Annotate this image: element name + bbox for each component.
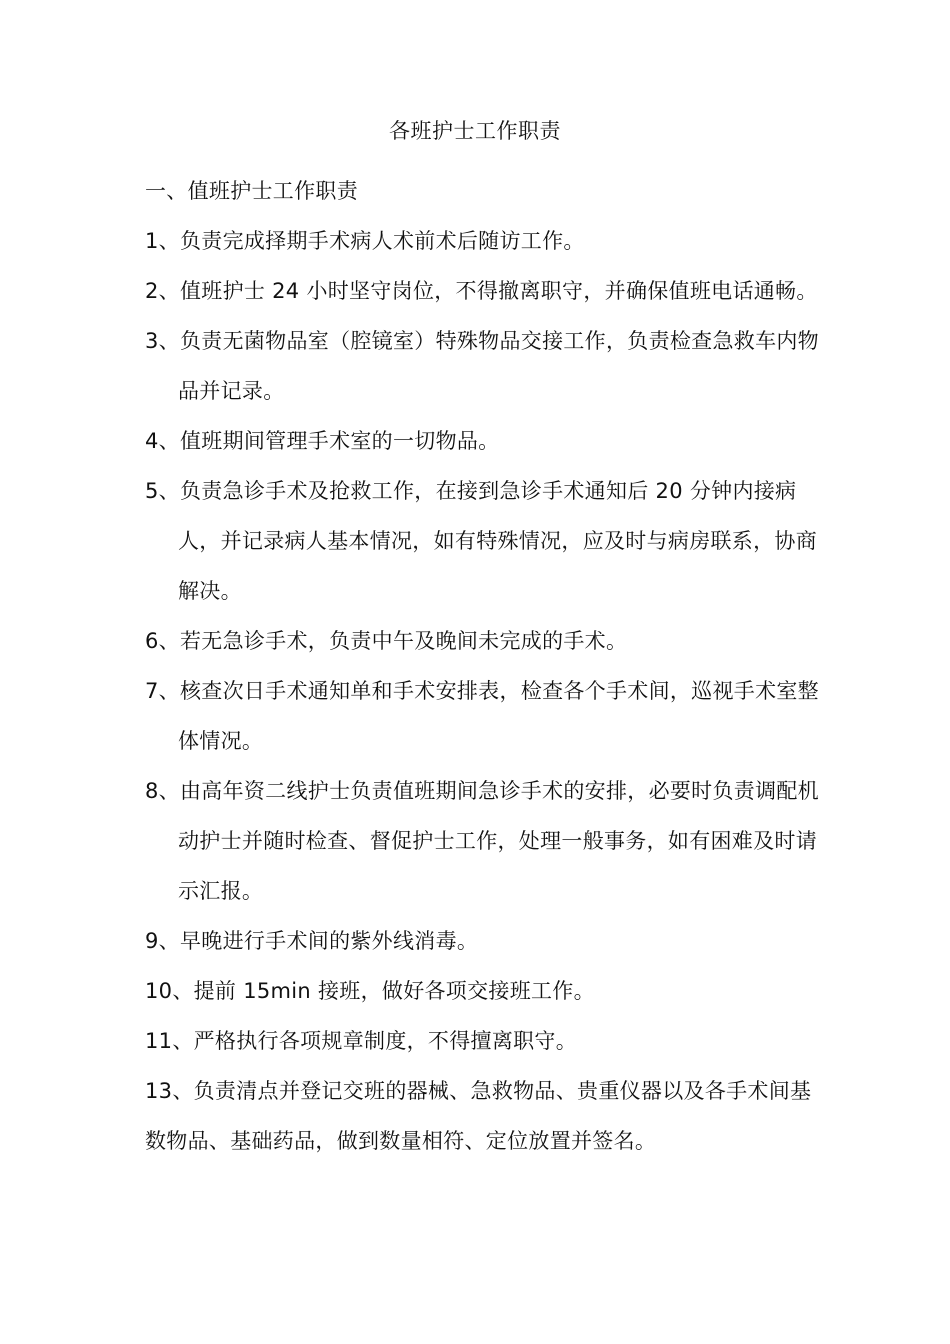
page-title: 各班护士工作职责	[389, 119, 561, 143]
list-item-number: 5、	[145, 479, 180, 503]
list-item-13	[145, 1066, 825, 1166]
list-item-text: 严格执行各项规章制度，不得擅离职守。	[193, 1029, 578, 1053]
list-item-6	[145, 616, 825, 666]
list-item-5	[145, 466, 825, 616]
list-item-number: 4、	[145, 429, 180, 453]
list-item-1	[145, 216, 825, 266]
list-item-text: 负责急诊手术及抢救工作，在接到急诊手术通知后 20 分钟内接病人，并记录病人基本情况，如有特殊情况，应及时与病房联系，协商解决。	[178, 479, 817, 603]
list-item-3	[145, 316, 825, 416]
list-item-7	[145, 666, 825, 766]
list-item-text: 核查次日手术通知单和手术安排表，检查各个手术间，巡视手术室整体情况。	[178, 679, 819, 753]
list-item-number: 10、	[145, 979, 194, 1003]
list-item-text: 负责无菌物品室（腔镜室）特殊物品交接工作，负责检查急救车内物品并记录。	[178, 329, 819, 403]
list-item-2	[145, 266, 825, 316]
list-item-number: 6、	[145, 629, 180, 653]
list-item-number: 11、	[145, 1029, 194, 1053]
list-item-text: 若无急诊手术，负责中午及晚间未完成的手术。	[179, 629, 628, 653]
section-heading: 一、值班护士工作职责	[145, 179, 358, 203]
list-item-text: 值班期间管理手术室的一切物品。	[179, 429, 500, 453]
list-item-text: 负责完成择期手术病人术前术后随访工作。	[179, 229, 585, 253]
list-item-number: 9、	[145, 929, 180, 953]
list-item-number: 1、	[145, 229, 180, 253]
list-item-4	[145, 416, 825, 466]
list-item-text: 早晚进行手术间的紫外线消毒。	[179, 929, 479, 953]
list-item-text: 提前 15min 接班，做好各项交接班工作。	[193, 979, 595, 1003]
document-body	[145, 166, 825, 1166]
list-item-10	[145, 966, 825, 1016]
list-item-text: 值班护士 24 小时坚守岗位，不得撤离职守，并确保值班电话通畅。	[179, 279, 818, 303]
list-item-9	[145, 916, 825, 966]
list-item-number: 7、	[145, 679, 180, 703]
list-item-number: 3、	[145, 329, 180, 353]
list-item-text: 由高年资二线护士负责值班期间急诊手术的安排，必要时负责调配机动护士并随时检查、督促护士工作，处理一般事务，如有困难及时请示汇报。	[178, 779, 819, 903]
list-item-number: 8、	[145, 779, 180, 803]
list-item-11	[145, 1016, 825, 1066]
list-item-text: 负责清点并登记交班的器械、急救物品、贵重仪器以及各手术间基数物品、基础药品，做到数量相符、定位放置并签名。	[145, 1079, 812, 1153]
list-item-number: 13、	[145, 1079, 194, 1103]
list-item-8	[145, 766, 825, 916]
list-item-number: 2、	[145, 279, 180, 303]
